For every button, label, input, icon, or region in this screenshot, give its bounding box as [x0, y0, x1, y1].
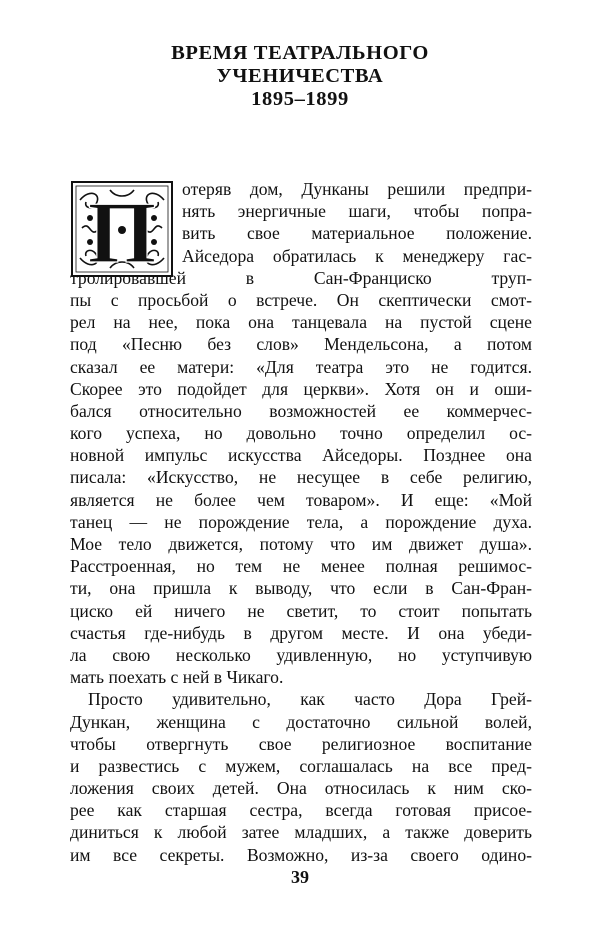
text-line: сказал ее матери: «Для театра это не годится. [70, 356, 532, 377]
text-line: отеряв дом, Дунканы решили предпри- [182, 179, 532, 199]
text-line: диниться к любой затее младших, а также доверить [70, 822, 532, 843]
text-line: Скорее это подойдет для церкви». Хотя он и оши- [70, 378, 532, 399]
text-line: счастья где-нибудь в другом месте. И она убеди- [70, 622, 532, 643]
text-line: ложения своих детей. Она относилась к ним ско- [70, 778, 532, 799]
page-number: 39 [291, 867, 309, 887]
text-line: под «Песню без слов» Мендельсона, а потом [70, 334, 532, 355]
text-line: является не более чем товаром». И еще: «Мой [70, 489, 532, 510]
text-line: танец — не порождение тела, а порождение духа. [70, 511, 532, 532]
text-line: бался относительно возможностей ее коммерчес- [70, 400, 532, 421]
text-line: Просто удивительно, как часто Дора Грей- [88, 689, 532, 710]
text-line: Расстроенная, но тем не менее полная решимос- [70, 556, 532, 577]
text-line: ти, она пришла к выводу, что если в Сан-Фран- [70, 578, 532, 599]
text-line: и развестись с мужем, соглашалась на все пред- [70, 755, 532, 776]
text-line: мать поехать с ней в Чикаго. [70, 667, 284, 688]
text-line: новной импульс искусства Айседоры. Позднее она [70, 445, 532, 466]
text-line: Айседора обратилась к менеджеру гас- [182, 245, 532, 266]
chapter-title-line-1: ВРЕМЯ ТЕАТРАЛЬНОГО [171, 42, 429, 64]
body-text [70, 178, 532, 866]
text-line: Дункан, женщина с достаточно сильной волей, [70, 711, 532, 732]
text-line: рел на нее, пока она танцевала на пустой сцене [70, 312, 532, 333]
text-line: пы с просьбой о встрече. Он скептически смот- [70, 289, 532, 310]
text-line: нять энергичные шаги, чтобы попра- [182, 201, 532, 222]
text-line: кого успеха, но довольно точно определил ос- [70, 423, 532, 444]
chapter-heading [0, 42, 600, 111]
text-line: вить свое материальное положение. [182, 223, 532, 244]
chapter-title-line-2: УЧЕНИЧЕСТВА [216, 65, 384, 87]
text-line: ла свою несколько удивленную, но уступчивую [70, 644, 532, 665]
text-line: рее как старшая сестра, всегда готовая присое- [70, 800, 532, 821]
text-line: чтобы отвергнуть свое религиозное воспитание [70, 733, 532, 754]
text-line: им все секреты. Возможно, из-за своего одино- [70, 844, 532, 865]
text-line: тролировавшей в Сан-Франциско труп- [70, 267, 532, 288]
chapter-years: 1895–1899 [251, 88, 349, 110]
text-line: Мое тело движется, потому что им движет душа». [70, 534, 532, 554]
text-line: циско ей ничего не светит, то стоит попытать [70, 600, 532, 621]
dropcap-letter: П [87, 185, 157, 278]
text-line: писала: «Искусство, не несущее в себе религию, [70, 467, 532, 488]
